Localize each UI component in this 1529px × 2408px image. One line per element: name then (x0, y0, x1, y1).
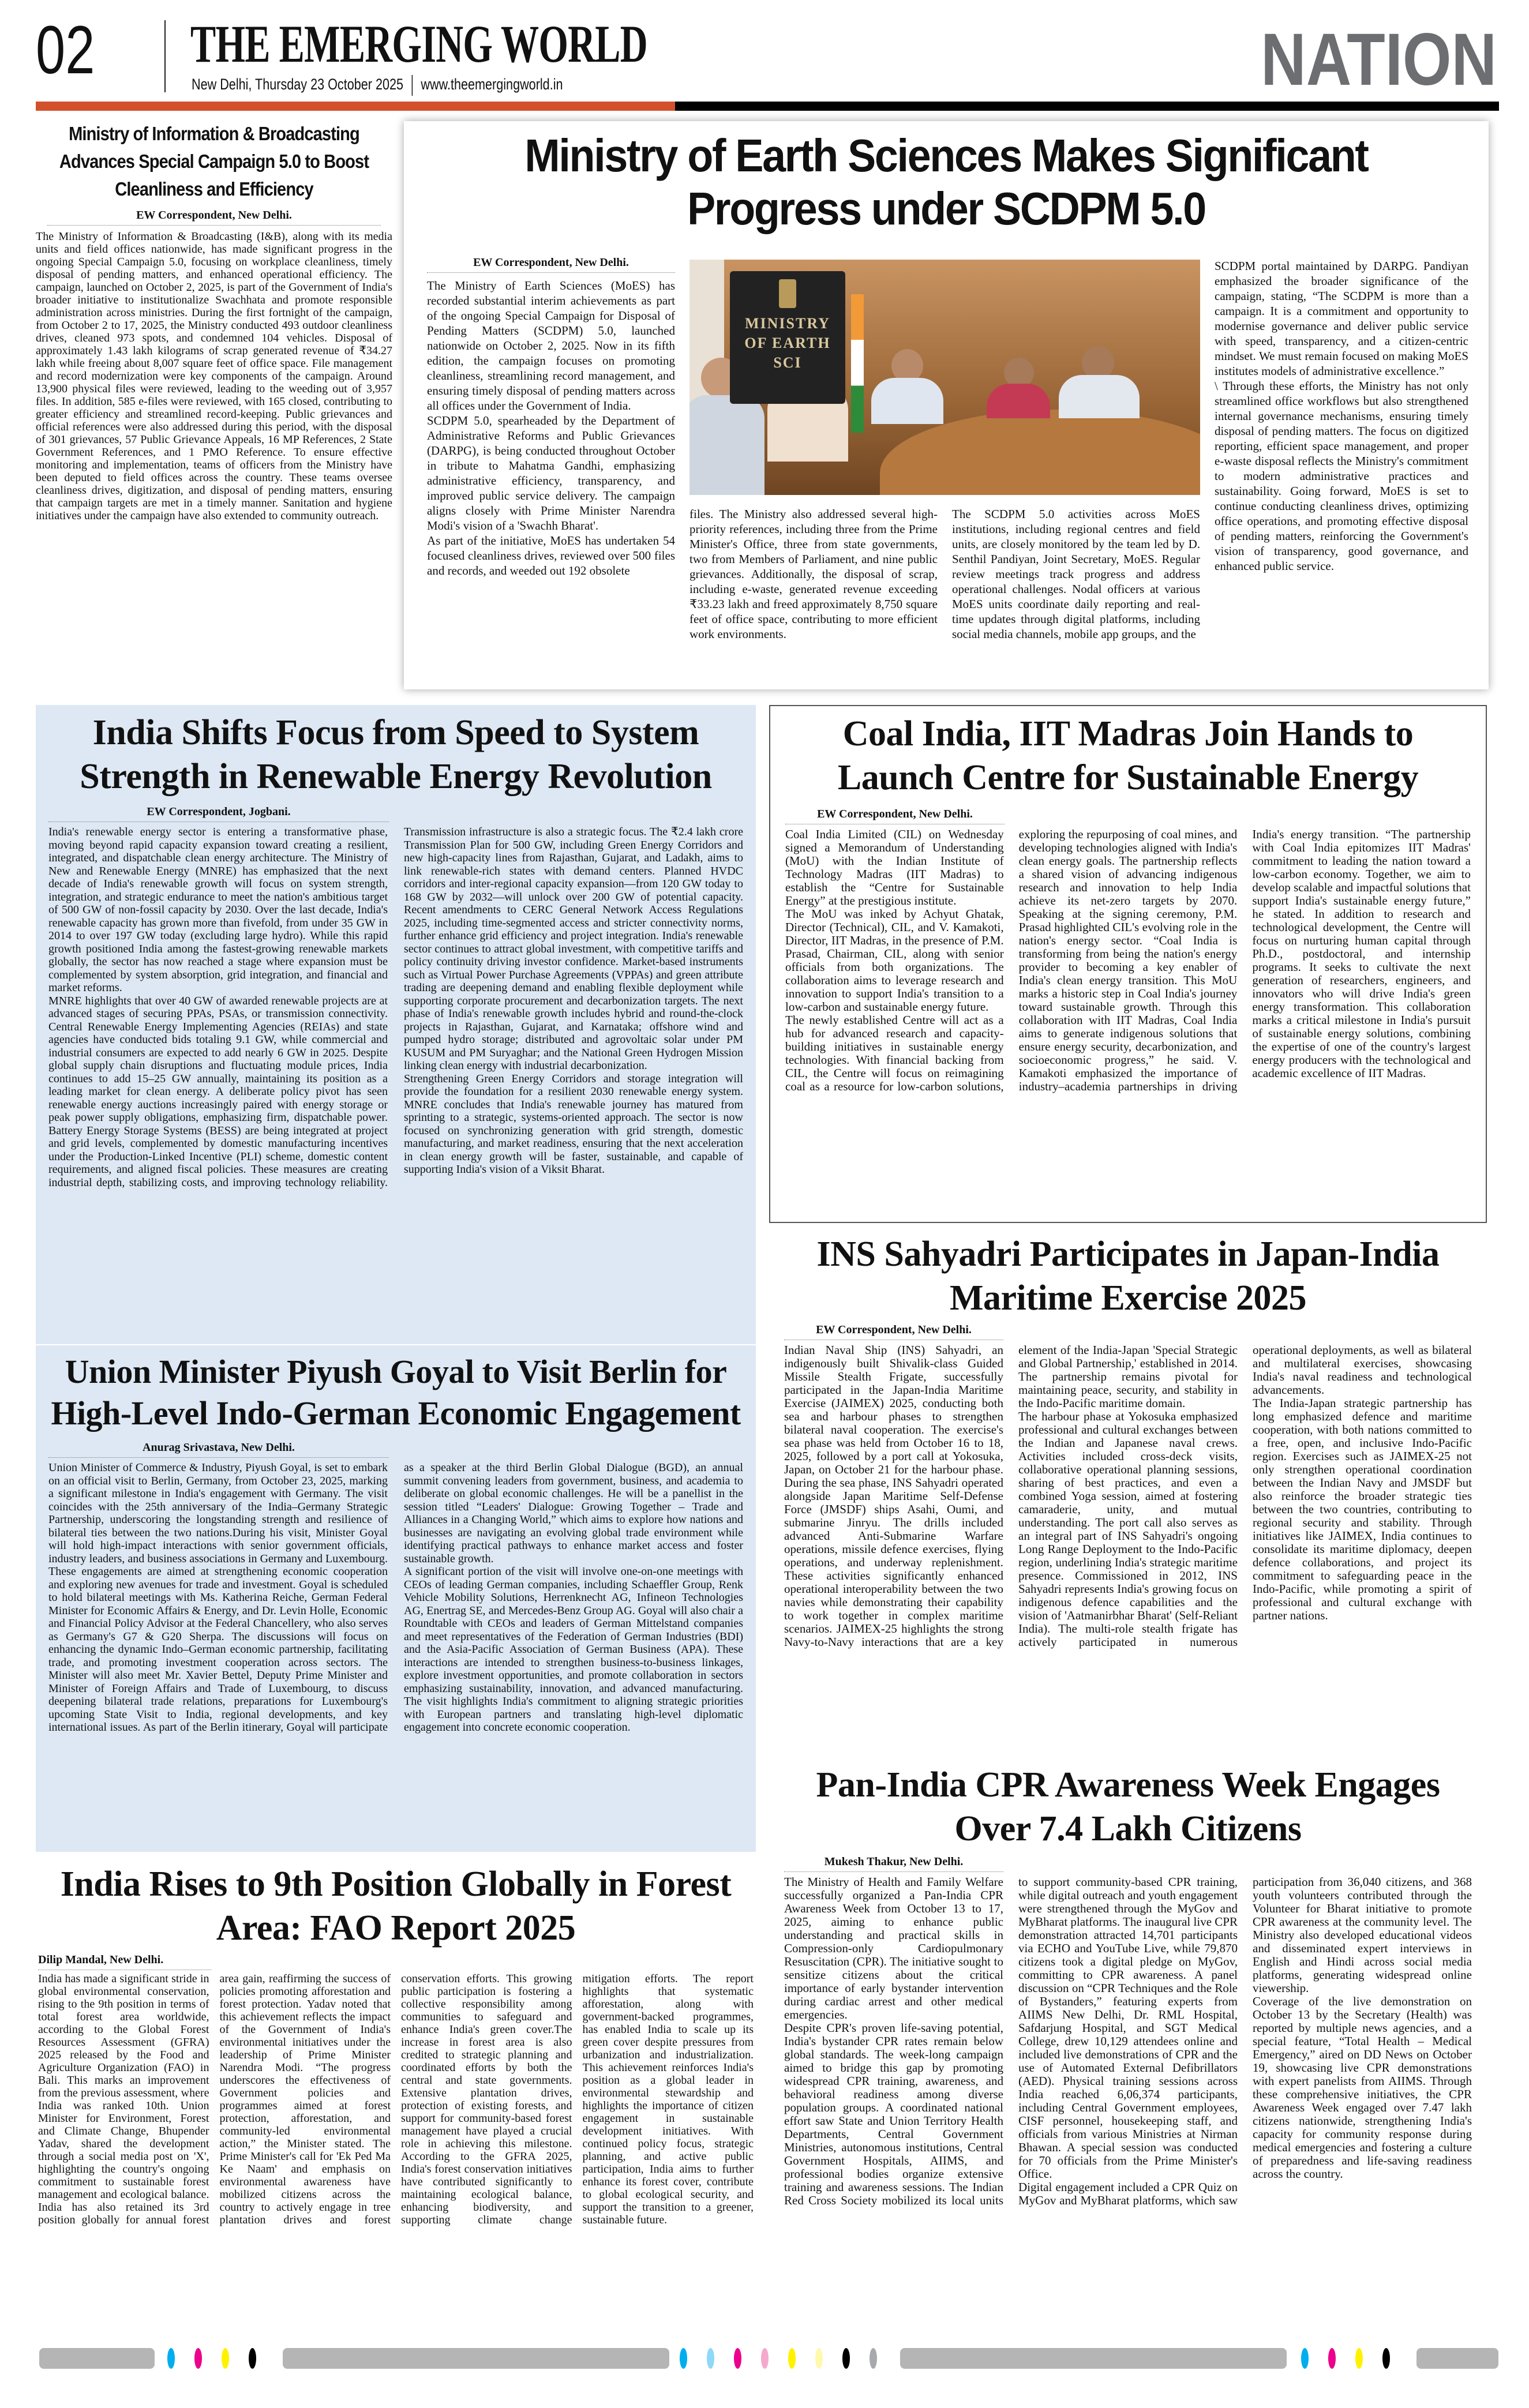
paragraph: MNRE highlights that over 40 GW of awarded renewable projects are at advanced stages of securing PPAs, PSAs, or transmission connectivity. Central Renewable Energy Implementing Agencies (REIAs) and state agencies have conducted bids totaling 9.1 GW, while commercial and industrial consumers are expected to add nearly 6 GW in 2025. Despite global supply chain disruptions and fluctuating module prices, India continues to add 15–25 GW annually, maintaining its position as a leading market for clean energy. A deliberate policy pivot has seen renewable energy auctions increasingly paired with energy storage or peak power supply obligations, emphasizing firm, dispatchable power. Battery Energy Storage Systems (BESS) are being integrated at project and grid levels, complemented by domestic manufacturing incentives under the Production-Linked Incentive (PLI) scheme, domestic content requirements, and aligned fiscal policies. These measures are creating industrial depth, stabilizing costs, and improving technology reliability. Transmission infrastructure is also a strategic focus. The ₹2.4 lakh crore Transmission Plan for 500 GW, including Green Energy Corridors and new high-capacity lines from Rajasthan, Gujarat, and Ladakh, aims to link renewable-rich states with demand centers. Planned HVDC corridors and inter-regional capacity expansion—from 120 GW today to 168 GW by 2032—will unlock over 200 GW of potential capacity. Recent amendments to CERC General Network Access Regulations 2025, including time-segmented access and stricter connectivity norms, further enhance grid efficiency and project integration. India's renewable sector continues to attract global investment, with competitive tariffs and policy continuity driving investor confidence. Market-based instruments such as Virtual Power Purchase Agreements (VPPAs) and green attribute trading are deepening demand and enabling flexible deployment while supporting corporate procurement and decarbonization targets. The next phase of India's renewable growth includes hybrid and round-the-clock projects in Rajasthan, Gujarat, and Karnataka; offshore wind and pumped hydro storage; distributed and agrovoltaic solar under PM KUSUM and PM Suryaghar; and the National Green Hydrogen Mission linking clean energy with industrial decarbonization. (48, 826, 743, 1189)
article-column (427, 278, 675, 685)
website-link[interactable]: www.theemergingworld.in (421, 76, 563, 93)
color-swatch (815, 2348, 823, 2369)
paragraph: As part of the initiative, MoES has undertaken 54 focused cleanliness drives, reviewed over 500 files and records, and weeded out 192 obsolete (427, 534, 675, 577)
paragraph: Despite CPR's proven life-saving potential, India's bystander CPR rates remain below global standards. The week-long campaign aimed to bridge this gap by promoting widespread CPR training, awareness, and behavioral readiness among diverse population groups. A coordinated national effort saw State and Union Territory Health Departments, Central Government Ministries, autonomous institutions, Central Government Hospitals, AIIMS, and professional bodies organize extensive training and awareness sessions. The Indian Red Cross Society mobilized its local units to support community-based CPR training, while digital outreach and youth engagement were strengthened through the MyGov and MyBharat platforms. The inaugural live CPR demonstration attracted 14,701 participants via ECHO and YouTube Live, while 79,870 citizens took a digital pledge on MyGov, committing to CPR awareness. A panel discussion on “CPR Techniques and the Role of Bystanders,” featuring experts from AIIMS New Delhi, Dr. RML Hospital, Safdarjung Hospital, and SGT Medical College, drew 10,129 attendees online and included live demonstrations of CPR and the use of Automated External Defibrillators (AED). Physical training sessions across India reached 6,06,374 participants, including Central Government employees, CISF personnel, housekeeping staff, and officials from various Ministries at Nirman Bhawan. A special session was conducted for 70 officials from the Prime Minister's Office. (784, 1876, 1238, 2207)
article-body (48, 826, 743, 1336)
paragraph: Strengthening Green Energy Corridors and storage integration will provide the foundation for a resilient 2030 renewable energy system. MNRE concludes that India's renewable journey has matured from sprinting to a strategic, systems-oriented approach. The sector is now focused on synchronizing generation with grid strength, domestic manufacturing, and market readiness, ensuring that the next acceleration in clean energy growth will be faster, sustainable, and capable of supporting India's vision of a Viksit Bharat. (404, 1072, 743, 1176)
article-body (784, 1344, 1472, 1747)
byline: EW Correspondent, New Delhi. (427, 255, 675, 273)
byline: EW Correspondent, New Delhi. (47, 208, 381, 226)
article-column (1215, 258, 1468, 685)
article-column (952, 507, 1200, 685)
sign-emblem-icon (779, 279, 796, 308)
paragraph: \ Through these efforts, the Ministry has not only streamlined office workflows but also strengthened internal governance mechanisms, ensuring timely disposal of pending matters. The focus on digitized reporting, efficient space management, and proper e-waste disposal reflects the Ministry's commitment to modern administrative practices and sustainability. Going forward, MoES is set to continue conducting cleanliness drives, optimizing office operations, and promoting effective disposal of pending matters, reinforcing the Government's vision of transparency, good governance, and enhanced public service. (1215, 379, 1468, 573)
color-swatch (167, 2348, 175, 2369)
color-swatch (249, 2348, 256, 2369)
header-divider (164, 20, 166, 92)
article-coal-india (769, 705, 1487, 1223)
news-photo (689, 260, 1200, 495)
page-number: 02 (36, 12, 95, 88)
color-swatch (222, 2348, 229, 2369)
headline: Ministry of Earth Sciences Makes Significant Progress under SCDPM 5.0 (524, 130, 1368, 234)
registration-strip (39, 2348, 155, 2369)
registration-strip (283, 2348, 669, 2369)
color-swatch (734, 2348, 741, 2369)
article-earth-sciences (404, 121, 1489, 689)
article-body (38, 1972, 754, 2327)
dateline (192, 75, 563, 96)
color-swatch (707, 2348, 714, 2369)
headline: India Rises to 9th Position Globally in Forest Area: FAO Report 2025 (60, 1865, 732, 1948)
headline: Coal India, IIT Madras Join Hands to Launch Centre for Sustainable Energy (837, 714, 1419, 797)
header-bar-accent (36, 102, 675, 111)
registration-strip (900, 2348, 1287, 2369)
paragraph: The Ministry of Health and Family Welfare successfully organized a Pan-India CPR Awareness Week from October 13 to 17, 2025, aiming to enhance public understanding and practical skills in Compression-only Cardiopulmonary Resuscitation (CPR). The initiative sought to sensitize citizens about the critical importance of early bystander intervention during cardiac arrest and other medical emergencies. (784, 1876, 1003, 2021)
color-swatch (842, 2348, 850, 2369)
paragraph: The SCDPM 5.0 activities across MoES institutions, including regional centres and field units, are closely monitored by the team led by D. Senthil Pandiyan, Joint Secretary, MoES. Regular review meetings track progress and address operational challenges. Nodal officers at various MoES units coordinate daily reporting and real-time updates through digital platforms, including social media channels, mobile app groups, and the (952, 507, 1200, 641)
date: New Delhi, Thursday 23 October 2025 (192, 76, 403, 93)
paragraph: The India-Japan strategic partnership has long emphasized defence and maritime cooperation, with both nations committed to a free, open, and inclusive Indo-Pacific region. Exercises such as JAIMEX-25 not only strengthen operational coordination between the Indian Navy and JMSDF but also reinforce the broader strategic ties between the two countries, contributing to regional security and stability. Through initiatives like JAIMEX, India continues to consolidate its maritime diplomacy, deepen defence collaborations, and project its commitment to safeguarding peace in the Indo-Pacific, while promoting a spirit of professional and cultural exchange with partner nations. (1253, 1396, 1472, 1622)
color-swatch (194, 2348, 202, 2369)
paragraph: Indian Naval Ship (INS) Sahyadri, an indigenously built Shivalik-class Guided Missile Stealth Frigate, successfully participated in the Japan-India Maritime Exercise (JAIMEX) 2025, conducting both sea and harbour phases to strengthen bilateral naval cooperation. The exercise's sea phase was held from October 16 to 18, 2025, followed by a port call at Yokosuka, Japan, on October 21 for the harbour phase. During the sea phase, INS Sahyadri operated alongside Japan Maritime Self-Defense Force (JMSDF) ships Asahi, Oumi, and submarine Jinryu. The drills included advanced Anti-Submarine Warfare operations, missile defence exercises, flying operations, and underway replenishment. These activities significantly enhanced operational interoperability between the two navies while demonstrating their capability to work together in complex maritime scenarios. JAIMEX-25 highlights the strong Navy-to-Navy interactions that are a key element of the India-Japan 'Special Strategic and Global Partnership,' established in 2014. The partnership remains pivotal for maintaining peace, security, and stability in the Indo-Pacific maritime domain. (784, 1344, 1238, 1649)
paragraph: Digital engagement included a CPR Quiz on MyGov and MyBharat platforms, which saw participation from 36,040 citizens, and 368 youth volunteers contributed through the Volunteer for Bharat initiative to promote CPR awareness at the community level. The Ministry also developed educational videos and disseminated expert interviews in English and Hindi across social media platforms, generating widespread online viewership. (1018, 1876, 1472, 2207)
color-swatch (1382, 2348, 1390, 2369)
article-body (784, 1876, 1472, 2320)
byline: Anurag Srivastava, New Delhi. (48, 1440, 389, 1458)
color-swatch (1328, 2348, 1336, 2369)
header-bar (675, 102, 1499, 111)
article-info-broadcasting (36, 120, 392, 691)
byline: EW Correspondent, New Delhi. (785, 807, 1005, 824)
paragraph: SCDPM 5.0, spearheaded by the Department of Administrative Reforms and Public Grievances (DARPG), is being conducted throughout October in tribute to Mahatma Gandhi, emphasizing administrative efficiency, transparency, and improved public service delivery. The campaign aligns closely with Prime Minister Narendra Modi's vision of a 'Swachh Bharat'. (427, 414, 675, 532)
byline: Dilip Mandal, New Delhi. (38, 1952, 211, 1970)
paragraph: India has made a significant stride in global environmental conservation, rising to the 9th position in terms of total forest area worldwide, according to the Global Forest Resources Assessment (GFRA) 2025 released by the Food and Agriculture Organization (FAO) in Bali. This marks an improvement from the previous assessment, where India was ranked 10th. Union Minister for Environment, Forest and Climate Change, Bhupender Yadav, shared the development through a social media post on 'X', highlighting the country's ongoing commitment to sustainable forest management and ecological balance. India has also retained its 3rd position globally for annual forest area gain, reaffirming the success of policies promoting afforestation and forest protection. Yadav noted that this achievement reflects the impact of the Government of India's environmental initiatives under the leadership of Prime Minister Narendra Modi. “The progress underscores the effectiveness of Government policies and programmes aimed at forest protection, afforestation, and community-led environmental action,” the Minister stated. The Prime Minister's call for 'Ek Ped Ma Ke Naam' and emphasis on environmental awareness have mobilized citizens across the country to actively engage in tree plantation drives and forest conservation efforts. This growing public participation is fostering a collective responsibility among communities to safeguard and enhance India's green cover.The increase in forest area is also credited to strategic planning and coordinated efforts by both the central and state governments. Extensive plantation drives, protection of existing forests, and support for community-based forest management have played a crucial role in achieving this milestone. According to the GFRA 2025, India's forest conservation initiatives have contributed significantly to maintaining ecological balance, enhancing biodiversity, and supporting climate change mitigation efforts. The report highlights that systematic afforestation, along with government-backed programmes, has enabled India to scale up its green cover despite pressures from urbanization and industrialization. This achievement reinforces India's position as a global leader in environmental stewardship and highlights the importance of citizen engagement in sustainable development initiatives. With continued policy focus, strategic planning, and active public participation, India aims to further enhance its forest cover, contribute to global ecological security, and support the transition to a greener, sustainable future. (38, 1972, 754, 2226)
paragraph: India's renewable energy sector is entering a transformative phase, moving beyond rapid capacity expansion toward creating a resilient, integrated, and dispatchable clean energy architecture. The Ministry of New and Renewable Energy (MNRE) has emphasized that the next decade of India's renewable growth will focus on system strength, integration, and strategic endurance to meet the nation's ambitious target of 500 GW of non-fossil capacity by 2030. Over the last decade, India's renewable capacity has grown more than fivefold, from under 35 GW in 2014 to over 197 GW today (excluding large hydro). While this rapid growth positioned India among the fastest-growing renewable markets globally, the sector has now reached a stage where expansion must be complemented by system absorption, grid integration, and financial and market reforms. (48, 826, 388, 994)
section-title: NATION (1261, 18, 1497, 101)
color-swatch (680, 2348, 687, 2369)
sign-text: MINISTRY OF EARTH SCI (744, 315, 831, 371)
byline: EW Correspondent, Jogbani. (48, 804, 389, 822)
color-swatch (761, 2348, 769, 2369)
color-swatch (1301, 2348, 1309, 2369)
paragraph: Coverage of the live demonstration on October 13 by the Secretary (Health) was reported by multiple news agencies, and a special feature, “Total Health – Medical Emergency,” aired on DD News on October 19, showcasing live CPR demonstrations with expert panelists from AIIMS. Through these comprehensive initiatives, the CPR Awareness Week engaged over 7.47 lakh citizens nationwide, strengthening India's capacity for community response during medical emergencies and fostering a culture of preparedness and life-saving readiness across the country. (1253, 1994, 1472, 2181)
color-swatch (1355, 2348, 1363, 2369)
paragraph: A significant portion of the visit will involve one-on-one meetings with CEOs of leading German companies, including Schaeffler Group, Renk Vehicle Mobility Solutions, Herrenknecht AG, Infineon Technologies AG, Enertrag SE, and Mercedes-Benz Group AG. Goyal will also chair a Roundtable with CEOs and leaders of German Mittelstand companies and meet representatives of the Federation of German Industries (BDI) and the Asia-Pacific Association of German Business (APA). These interactions are intended to strengthen business-to-business linkages, explore investment opportunities, and promote collaboration in sectors emphasizing sustainability, innovation, and advanced manufacturing. The visit highlights India's commitment to aligning strategic priorities with European partners and translating high-level diplomatic engagement into concrete economic cooperation. (404, 1565, 743, 1734)
color-swatch (788, 2348, 796, 2369)
headline: Ministry of Information & Broadcasting Advances Special Campaign 5.0 to Boost Cleanliness and Efficiency (59, 123, 369, 200)
ministry-sign (730, 271, 845, 404)
article-column (689, 507, 938, 685)
article-body (48, 1461, 743, 1851)
headline: Union Minister Piyush Goyal to Visit Berlin for High-Level Indo-German Economic Engagement (51, 1353, 741, 1432)
article-body (785, 828, 1471, 1220)
paragraph: SCDPM portal maintained by DARPG. Pandiyan emphasized the broader significance of the campaign, stating, “The SCDPM is more than a campaign. It is a commitment and opportunity to modernise governance and deliver public service with speed, transparency, and a citizen-centric mindset. We must remain focused on making MoES institutes models of administrative excellence.” (1215, 259, 1468, 378)
headline: INS Sahyadri Participates in Japan-India Maritime Exercise 2025 (816, 1235, 1440, 1318)
paragraph: The harbour phase at Yokosuka emphasized professional and cultural exchanges between the Indian and Japanese naval crews. Activities included cross-deck visits, collaborative operational planning sessions, sharing of best practices, and even a combined Yoga session, aimed at fostering camaraderie, unity, and mutual understanding. The port call also serves as an integral part of INS Sahyadri's ongoing Long Range Deployment to the Indo-Pacific region, underlining India's strategic maritime presence. Commissioned in 2012, INS Sahyadri represents India's growing focus on indigenous defence capabilities and the vision of 'Aatmanirbhar Bharat' (Self-Reliant India). The multi-role stealth frigate has actively participated in numerous operational deployments, as well as bilateral and multilateral exercises, showcasing India's naval readiness and technological advancements. (1018, 1344, 1472, 1649)
registration-strip (1416, 2348, 1498, 2369)
headline: India Shifts Focus from Speed to System Strength in Renewable Energy Revolution (80, 713, 712, 796)
paragraph: The newly established Centre will act as a hub for advanced research and capacity-building initiatives in sustainable energy technologies. With financial backing from CIL, the Centre will focus on reimagining coal as a resource for low-carbon solutions, exploring the repurposing of coal mines, and developing technologies aligned with India's clean energy goals. The partnership reflects a shared vision of advancing indigenous research and innovation to help India achieve its net-zero targets by 2070. Speaking at the signing ceremony, P.M. Prasad highlighted CIL's evolving role in the nation's energy sector. “Coal India is transforming from being the nation's energy provider to becoming a key enabler of India's clean energy transition. This MoU marks a historic step in Coal India's journey toward sustainable growth. Through this collaboration with IIT Madras, Coal India aims to generate indigenous solutions that ensure energy security, decarbonization, and socioeconomic progress,” he said. V. Kamakoti emphasized the importance of industry–academia partnerships in driving India's energy transition. “The partnership with Coal India epitomizes IIT Madras' commitment to leading the nation toward a low-carbon economy. Together, we aim to develop scalable and impactful solutions that support India's sustainable energy future,” he stated. In addition to research and technological development, the Centre will focus on nurturing human capital through Ph.D., postdoctoral, and internship programs. It seeks to cultivate the next generation of researchers, engineers, and innovators who will drive India's green energy transformation. This collaboration marks a critical milestone in India's pursuit of sustainable energy solutions, combining the expertise of one of the country's largest energy producers with the technological and academic excellence of IIT Madras. (785, 828, 1471, 1093)
byline: EW Correspondent, New Delhi. (784, 1322, 1003, 1340)
headline: Pan-India CPR Awareness Week Engages Over 7.4 Lakh Citizens (816, 1765, 1440, 1848)
color-swatch (870, 2348, 877, 2369)
paragraph: The Ministry of Information & Broadcasting (I&B), along with its media units and field offices nationwide, has made significant progress in the ongoing Special Campaign 5.0, focusing on workplace cleanliness, timely disposal of pending matters, and enhanced operational efficiency. The campaign, launched on October 2, 2025, is part of the Government of India's broader initiative to institutionalize Swachhata and promote responsible administration across ministries. During the first fortnight of the campaign, from October 2 to 17, 2025, the Ministry conducted 493 outdoor cleanliness drives, cleaned 973 spots, and condemned 104 vehicles. Disposal of approximately 1.43 lakh kilograms of scrap generated revenue of ₹34.27 lakh while freeing about 8,007 square feet of office space. File management and record modernization were key components of the campaign. Around 13,900 physical files were reviewed, leading to the weeding out of 3,957 files. In addition, 585 e-files were reviewed, with 165 closed, contributing to greater efficiency and streamlined record-keeping. Public grievances and official references were also addressed during this period, with the disposal of 301 grievances, 57 Public Grievance Appeals, 16 MP References, 2 State Government References, and 1 PMO Reference. To ensure effective monitoring and implementation, teams of officers from the Ministry have been deputed to field offices across the country. These teams oversee cleanliness drives, digitization, and disposal of pending matters, ensuring that campaign targets are met in a timely manner. Sanitation and hygiene initiatives under the campaign have also extended to community outreach. (36, 230, 392, 522)
article-body (36, 230, 392, 686)
masthead: THE EMERGING WORLD (190, 14, 647, 73)
paragraph: files. The Ministry also addressed several high-priority references, including three from the Prime Minister's Office, three from state governments, two from Members of Parliament, and nine public grievances. Additionally, the disposal of scrap, including e-waste, generated revenue exceeding ₹33.23 lakh and freed approximately 8,750 square feet of office space, contributing to more efficient work environments. (689, 507, 938, 641)
paragraph: The Ministry of Earth Sciences (MoES) has recorded substantial interim achievements as part of the ongoing Special Campaign for Disposal of Pending Matters (SCDPM) 5.0, launched nationwide on October 2, 2025. Now in its fifth edition, the campaign focuses on promoting cleanliness, streamlining record management, and ensuring timely disposal of pending matters across all offices under the Government of India. (427, 279, 675, 412)
article-renewable-energy (36, 705, 756, 1344)
article-cpr-awareness (769, 1760, 1487, 2326)
article-forest-area (36, 1859, 756, 2326)
article-ins-sahyadri (769, 1229, 1487, 1754)
article-goyal-berlin (36, 1345, 756, 1852)
byline: Mukesh Thakur, New Delhi. (784, 1854, 1003, 1872)
paragraph: Coal India Limited (CIL) on Wednesday signed a Memorandum of Understanding (MoU) with the Indian Institute of Technology Madras (IIT Madras) to establish the “Centre for Sustainable Energy” at the prestigious institute. (785, 828, 1004, 907)
paragraph: The MoU was inked by Achyut Ghatak, Director (Technical), CIL, and V. Kamakoti, Director, IIT Madras, in the presence of P.M. Prasad, Chairman, CIL, along with senior officials from both organizations. The collaboration aims to leverage research and innovation to support India's transition to a low-carbon and sustainable energy future. (785, 907, 1004, 1014)
paragraph: Union Minister of Commerce & Industry, Piyush Goyal, is set to embark on an official visit to Berlin, Germany, from October 23, 2025, marking a significant milestone in India's engagement with Germany. The visit coincides with the 25th anniversary of the India–Germany Strategic Partnership, underscoring the longstanding strength and resilience of bilateral ties between the two nations.During his visit, Minister Goyal will hold high-impact interactions with senior government officials, industry leaders, and business associations in Germany and Luxembourg. These engagements are aimed at strengthening economic cooperation and exploring new avenues for trade and investment. Goyal is scheduled to hold bilateral meetings with Ms. Katherina Reiche, German Federal Minister for Economic Affairs & Energy, and Dr. Levin Holle, Economic and Financial Policy Advisor at the Federal Chancellery, who also serves as Germany's G7 & G20 Sherpa. The discussions will focus on enhancing the dynamic Indo–German economic partnership, facilitating trade, and promoting investment cooperation across sectors. The Minister will also meet Mr. Xavier Bettel, Deputy Prime Minister and Minister of Foreign Affairs and Trade of Luxembourg, to discuss deepening bilateral trade relations, preparations for Luxembourg's upcoming State Visit to India, regional developments, and key international issues. As part of the Berlin itinerary, Goyal will participate as a speaker at the third Berlin Global Dialogue (BGD), an annual summit convening leaders from government, business, and academia to deliberate on global economic challenges. He will be a panellist in the session titled “Leaders' Dialogue: Growing Together – Trade and Alliances in a Changing World,” which aims to explore how nations and businesses are navigating an evolving global trade environment while identifying practical pathways to enhance market access and foster sustainable growth. (48, 1461, 743, 1734)
